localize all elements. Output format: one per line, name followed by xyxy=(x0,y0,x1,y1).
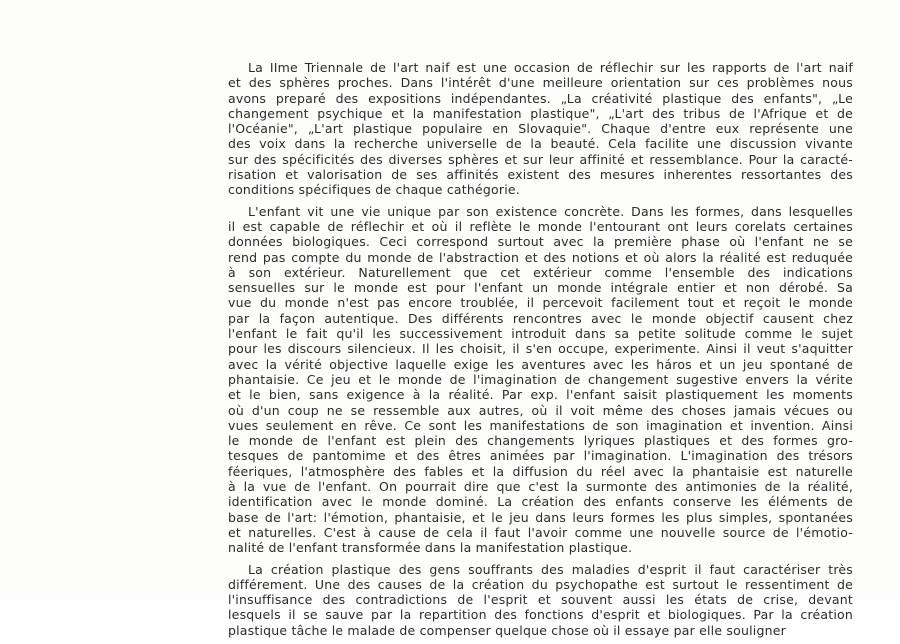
text-line: sur des spécificités des diverses sphères et sur leur affinité et ressemblance. Pour la caracté- xyxy=(228,151,853,167)
text-line: base de l'art: l'émotion, phantaisie, et le jeu dans leurs formes les plus simples, spontanées xyxy=(228,509,853,525)
text-line: tesques de pantomime et des êtres animées par l'imagination. L'imagination des trésors xyxy=(228,448,853,464)
text-line: des voix dans la recherche universelle de la beauté. Cela facilite une discussion vivante xyxy=(228,136,853,152)
text-line: il est capable de réflechir et où il reflète le monde l'entourant ont leurs corelats certaines xyxy=(228,218,853,234)
text-line: et le bien, sans exigence à la réalité. Par exp. l'enfant saisit plastiquement les moments xyxy=(228,387,853,403)
text-line: féeriques, l'atmosphère des fables et la diffusion du réel avec la phantaisie est naturelle xyxy=(228,463,853,479)
text-line: changement psychique et la manifestation plastique", „L'art des tribus de l'Afrique et de xyxy=(228,105,853,121)
document-body xyxy=(228,60,853,644)
text-line: L'enfant vit une vie unique par son existence concrète. Dans les formes, dans lesquelles xyxy=(248,203,853,219)
text-line: l'Océanie", „L'art plastique populaire en Slovaquie". Chaque d'entre eux représente une xyxy=(228,121,853,137)
paragraph xyxy=(228,204,853,556)
text-line: phantaisie. Ce jeu et le monde de l'imagination de changement sugestive envers la vérite xyxy=(228,371,853,387)
text-line: et naturelles. C'est à cause de cela il faut l'avoir comme une nouvelle source de l'émotio- xyxy=(228,524,853,540)
text-line: avons preparé des expositions indépendantes. „La créativité plastique des enfants", „Le xyxy=(228,90,853,106)
text-line: lesquels il se sauve par la repartition des fonctions d'esprit et biologiques. Par la création xyxy=(228,607,853,623)
text-line: l'enfant le fait qu'il les successivement introduit dans sa petite solitude comme le sujet xyxy=(228,326,853,342)
text-line: La IIme Triennale de l'art naif est une occasion de réflechir sur les rapports de l'art naif xyxy=(248,60,853,75)
text-line: pour les discours silencieux. Il les choisit, il s'en occupe, experimente. Ainsi il veut s'aquitter xyxy=(228,341,853,357)
text-line: plastique tâche le malade de compenser quelque chose où il essaye par elle souligner xyxy=(228,622,786,638)
text-line: sensuelles sur le monde est pour l'enfant un monde intégrale entier et non dérobé. Sa xyxy=(228,280,853,296)
text-line: et des sphères proches. Dans l'intérêt d'une meilleure orientation sur ces problèmes nous xyxy=(228,75,853,91)
text-line: à la vue de l'enfant. On pourrait dire que c'est la surmonte des antimonies de la réalité, xyxy=(228,479,853,495)
text-line: risation et valorisation de ses affinités existent des mesures inherentes ressortantes des xyxy=(228,167,853,183)
text-line: où d'un coup ne se ressemble aux autres, où il voit même des choses jamais vécues ou xyxy=(228,402,853,418)
text-line: à son extérieur. Naturellement que cet extérieur comme l'ensemble des indications xyxy=(228,264,853,280)
text-line: nalité de l'enfant transformée dans la manifestation plastique. xyxy=(228,540,633,556)
paragraph xyxy=(228,60,853,198)
text-line: conditions spécifiques de chaque cathégorie. xyxy=(228,182,520,198)
text-line: par la façon autentique. Des différents rencontres avec le monde objectif causent chez xyxy=(228,310,853,326)
paragraph xyxy=(228,562,853,638)
text-line: vues seulement en rêve. Ce sont les manifestations de son imagination et invention. Ainsi xyxy=(228,417,853,433)
text-line: différement. Une des causes de la création du psychopathe est surtout le ressentiment de xyxy=(228,576,853,592)
text-line: données biologiques. Ceci correspond surtout avec la première phase où l'enfant ne se xyxy=(228,234,853,250)
text-line: rend pas compte du monde de l'abstraction et des notions et où alors la réalité est reduquée xyxy=(228,249,853,265)
text-line: le monde de l'enfant est plein des changements lyriques plastiques et des formes gro- xyxy=(228,433,853,449)
text-line: l'insuffisance des contradictions de l'esprit et souvent aussi les états de crise, devant xyxy=(228,592,853,608)
text-line: identification avec le monde dominé. La création des enfants conserve les éléments de xyxy=(228,494,853,510)
text-line: avec la vérité objective laquelle exige les aventures avec les háros et un jeu spontané de xyxy=(228,356,853,372)
text-line: La création plastique des gens souffrants des maladies d'esprit il faut caractériser très xyxy=(248,561,853,577)
text-line: vue du monde n'est pas encore troublée, il percevoit facilement tout et reçoit le monde xyxy=(228,295,853,311)
